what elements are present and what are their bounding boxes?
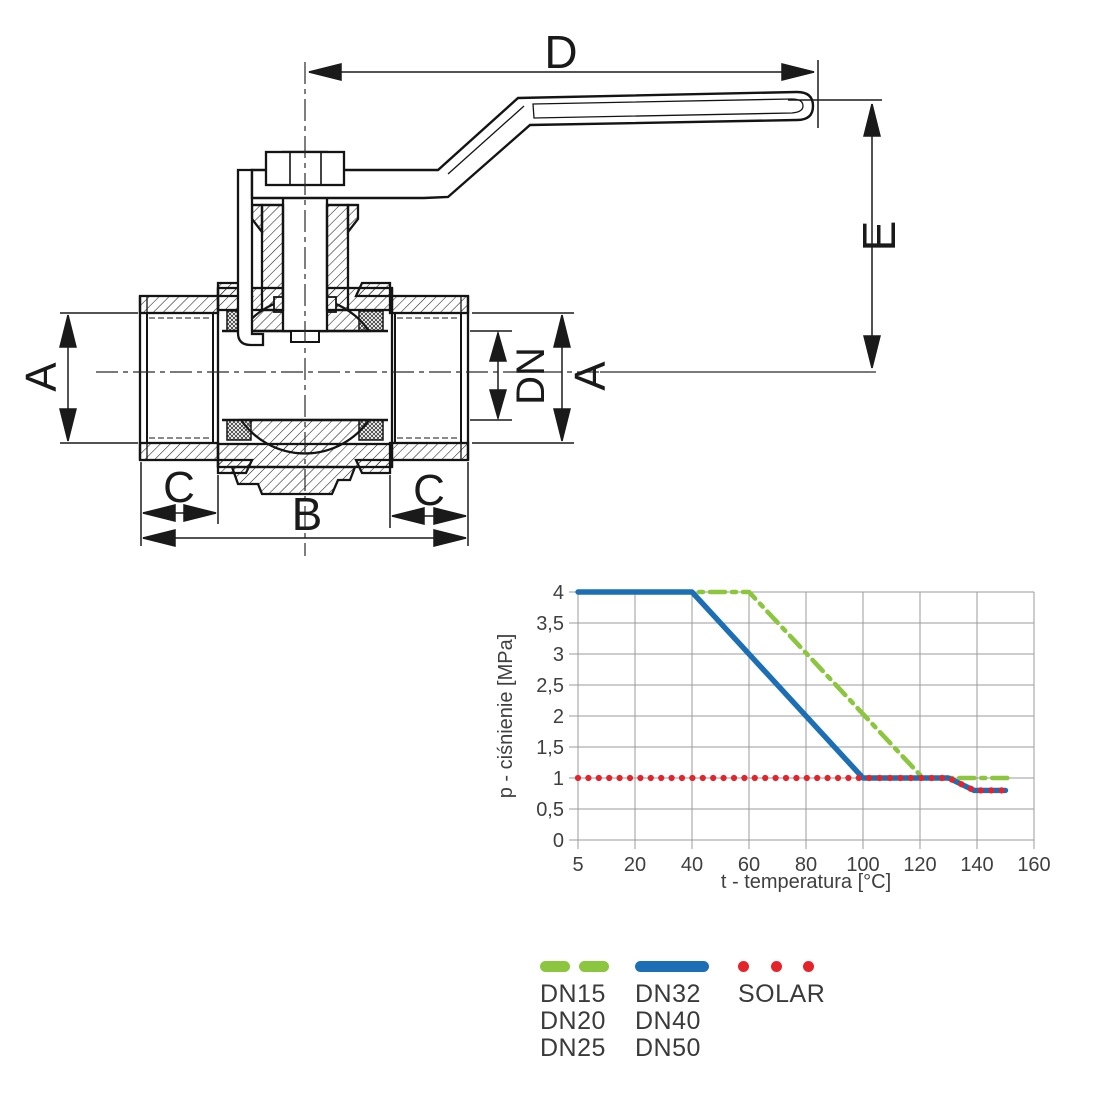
dim-label-a-left: A xyxy=(17,362,66,392)
seat-seal xyxy=(227,420,251,440)
series-dot xyxy=(679,775,685,781)
legend-label: DN25 xyxy=(540,1034,606,1062)
series-dot xyxy=(700,775,706,781)
series-dot xyxy=(887,775,893,781)
series-dot xyxy=(845,775,851,781)
series-dot xyxy=(752,775,758,781)
x-tick-label: 160 xyxy=(1017,854,1051,876)
y-axis-title: p - ciśnienie [MPa] xyxy=(495,633,517,799)
legend-swatch-red-dots xyxy=(738,960,814,972)
series-dot xyxy=(710,775,716,781)
seat-seal xyxy=(359,420,383,440)
series-dot xyxy=(929,775,935,781)
series-dot xyxy=(988,787,994,793)
y-tick-label: 0 xyxy=(552,830,564,852)
seat-seal xyxy=(359,311,383,331)
dim-label-b: B xyxy=(291,488,323,540)
series-dot xyxy=(949,777,955,783)
dim-label-dn: DN xyxy=(509,347,553,405)
series-dot xyxy=(856,775,862,781)
legend-label: DN40 xyxy=(635,1007,701,1035)
legend-group-dn15-25 xyxy=(540,960,635,1062)
valve-technical-drawing xyxy=(0,0,920,580)
series-dot xyxy=(721,775,727,781)
legend-label: SOLAR xyxy=(738,980,826,1008)
series-dot xyxy=(762,775,768,781)
x-tick-label: 80 xyxy=(794,854,818,876)
series-line xyxy=(578,592,1006,790)
series-dot xyxy=(825,775,831,781)
legend-label: DN20 xyxy=(540,1007,606,1035)
series-dot xyxy=(658,775,664,781)
series-dot xyxy=(637,775,643,781)
x-tick-label: 5 xyxy=(572,854,584,876)
y-tick-label: 4 xyxy=(552,582,564,604)
x-tick-label: 60 xyxy=(737,854,761,876)
series-dot xyxy=(596,775,602,781)
series-dot xyxy=(585,775,591,781)
x-tick-label: 20 xyxy=(623,854,647,876)
series-dot xyxy=(978,787,984,793)
x-tick-label: 100 xyxy=(846,854,880,876)
y-tick-label: 2 xyxy=(552,706,564,728)
series-dot xyxy=(998,787,1004,793)
series-dot xyxy=(958,781,964,787)
series-dot xyxy=(773,775,779,781)
x-tick-label: 40 xyxy=(680,854,704,876)
dim-label-a-right: A xyxy=(566,361,615,391)
valve-right-port xyxy=(390,296,468,460)
x-tick-label: 120 xyxy=(903,854,937,876)
legend-group-solar xyxy=(738,960,825,1062)
series-dot xyxy=(804,775,810,781)
dim-label-c-left: C xyxy=(163,463,195,512)
legend-label: DN50 xyxy=(635,1034,701,1062)
series-dot xyxy=(669,775,675,781)
series-dot xyxy=(606,775,612,781)
series-dot xyxy=(627,775,633,781)
legend-swatch-green-dashed xyxy=(540,960,635,972)
y-tick-label: 1,5 xyxy=(536,737,564,759)
series-dot xyxy=(617,775,623,781)
series-dot xyxy=(741,775,747,781)
y-tick-label: 1 xyxy=(552,768,564,790)
chart-canvas xyxy=(495,560,1058,896)
y-tick-label: 0,5 xyxy=(536,799,564,821)
series-dot xyxy=(939,775,945,781)
series-dot xyxy=(783,775,789,781)
valve-left-port xyxy=(140,296,218,460)
dimension-a-left xyxy=(60,313,138,443)
series-dot xyxy=(731,775,737,781)
y-tick-label: 3,5 xyxy=(536,613,564,635)
dim-label-d: D xyxy=(544,26,578,78)
legend-group-dn32-50 xyxy=(635,960,738,1062)
series-dot xyxy=(835,775,841,781)
series-dot xyxy=(575,775,581,781)
y-tick-label: 3 xyxy=(552,644,564,666)
pressure-temperature-chart xyxy=(495,560,1058,896)
series-dot xyxy=(814,775,820,781)
dim-label-e: E xyxy=(853,220,905,252)
series-dot xyxy=(908,775,914,781)
legend-swatch-blue-solid xyxy=(635,960,738,972)
x-axis-title: t - temperatura [°C] xyxy=(720,871,892,893)
legend-label: DN32 xyxy=(635,980,701,1008)
chart-legend xyxy=(540,960,825,1062)
x-tick-label: 140 xyxy=(960,854,994,876)
series-dot xyxy=(918,775,924,781)
series-dot xyxy=(968,786,974,792)
series-dot xyxy=(877,775,883,781)
legend-label: DN15 xyxy=(540,980,606,1008)
series-dot xyxy=(866,775,872,781)
series-dot xyxy=(648,775,654,781)
dim-label-c-right: C xyxy=(413,466,445,515)
y-tick-label: 2,5 xyxy=(536,675,564,697)
series-dot xyxy=(689,775,695,781)
valve-body xyxy=(140,92,813,494)
series-dot xyxy=(897,775,903,781)
series-dot xyxy=(793,775,799,781)
dimension-dn xyxy=(470,331,512,420)
